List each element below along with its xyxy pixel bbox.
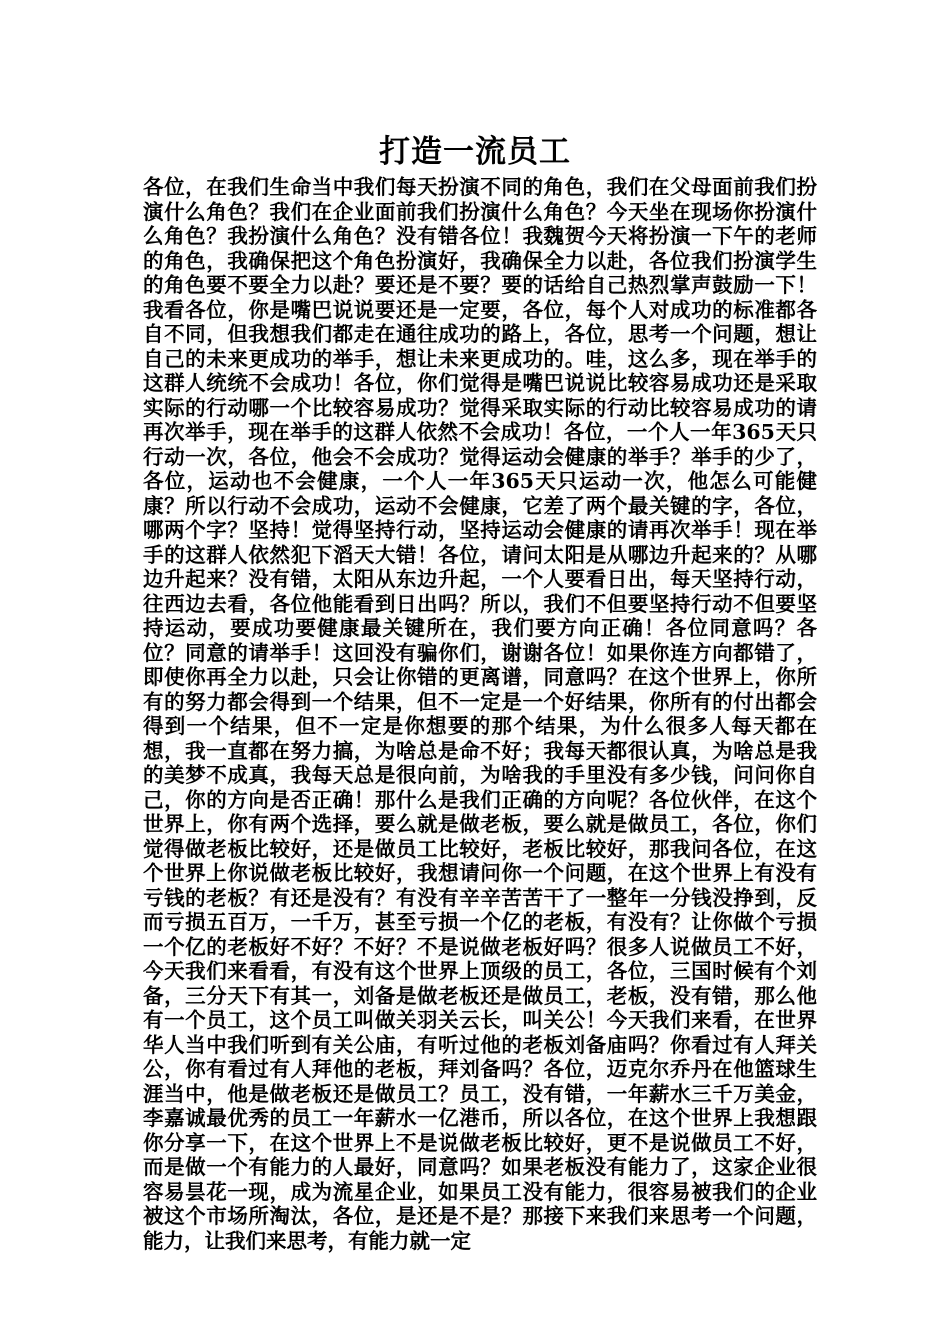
document-body-paragraph: 各位，在我们生命当中我们每天扮演不同的角色，我们在父母面前我们扮演什么角色？我们在企业面前我们扮演什么角色？今天坐在现场你扮演什么角色？我扮演什么角色？没有错各位！我魏贺今天将扮演一下午的老师的角色，我确保把这个角色扮演好，我确保全力以赴，各位我们扮演学生的角色要不要全力以赴？要还是不要？要的话给自己热烈掌声鼓励一下！我看各位，你是嘴巴说说要还是一定要，各位，每个人对成功的标准都各自不同，但我想我们都走在通往成功的路上，各位，思考一个问题，想让自己的未来更成功的举手，想让未来更成功的。哇，这么多，现在举手的这群人统统不会成功！各位，你们觉得是嘴巴说说比较容易成功还是采取实际的行动哪一个比较容易成功？觉得采取实际的行动比较容易成功的请再次举手，现在举手的这群人依然不会成功！各位，一个人一年365天只行动一次，各位，他会不会成功？觉得运动会健康的举手？举手的少了，各位，运动也不会健康，一个人一年365天只运动一次，他怎么可能健康？所以行动不会成功，运动不会健康，它差了两个最关键的字，各位，哪两个字？坚持！觉得坚持行动，坚持运动会健康的请再次举手！现在举手的这群人依然犯下滔天大错！各位，请问太阳是从哪边升起来的？从哪边升起来？没有错，太阳从东边升起，一个人要看日出，每天坚持行动，往西边去看，各位他能看到日出吗？所以，我们不但要坚持行动不但要坚持运动，要成功要健康最关键所在，我们要方向正确！各位同意吗？各位？同意的请举手！这回没有骗你们，谢谢各位！如果你连方向都错了，即使你再全力以赴，只会让你错的更离谱，同意吗？在这个世界上，你所有的努力都会得到一个结果，但不一定是一个好结果，你所有的付出都会得到一个结果，但不一定是你想要的那个结果，为什么很多人每天都在想，我一直都在努力搞，为啥总是命不好；我每天都很认真，为啥总是我的美梦不成真，我每天总是很向前，为啥我的手里没有多少钱，问问你自己，你的方向是否正确！那什么是我们正确的方向呢？各位伙伴，在这个世界上，你有两个选择，要么就是做老板，要么就是做员工，各位，你们觉得做老板比较好，还是做员工比较好，老板比较好，那我问各位，在这个世界上你说做老板比较好，我想请问你一个问题，在这个世界上有没有亏钱的老板？有还是没有？有没有辛辛苦苦干了一整年一分钱没挣到，反而亏损五百万，一千万，甚至亏损一个亿的老板，有没有？让你做个亏损一个亿的老板好不好？不好？不是说做老板好吗？很多人说做员工不好，今天我们来看看，有没有这个世界上顶级的员工，各位，三国时候有个刘备，三分天下有其一，刘备是做老板还是做员工，老板，没有错，那么他有一个员工，这个员工叫做关羽关云长，叫关公！今天我们来看，在世界华人当中我们听到有关公庙，有听过他的老板刘备庙吗？你看过有人拜关公，你有看过有人拜他的老板，拜刘备吗？各位，迈克尔乔丹在他篮球生涯当中，他是做老板还是做员工？员工，没有错，一年薪水三千万美金，李嘉诚最优秀的员工一年薪水一亿港币，所以各位，在这个世界上我想跟你分享一下，在这个世界上不是说做老板比较好，更不是说做员工不好，而是做一个有能力的人最好，同意吗？如果老板没有能力了，这家企业很容易昙花一现，成为流星企业，如果员工没有能力，很容易被我们的企业被这个市场所淘汰，各位，是还是不是？那接下来我们来思考一个问题，能力，让我们来思考，有能力就一定 [143,175,817,1253]
document-title: 打造一流员工 [379,134,571,170]
